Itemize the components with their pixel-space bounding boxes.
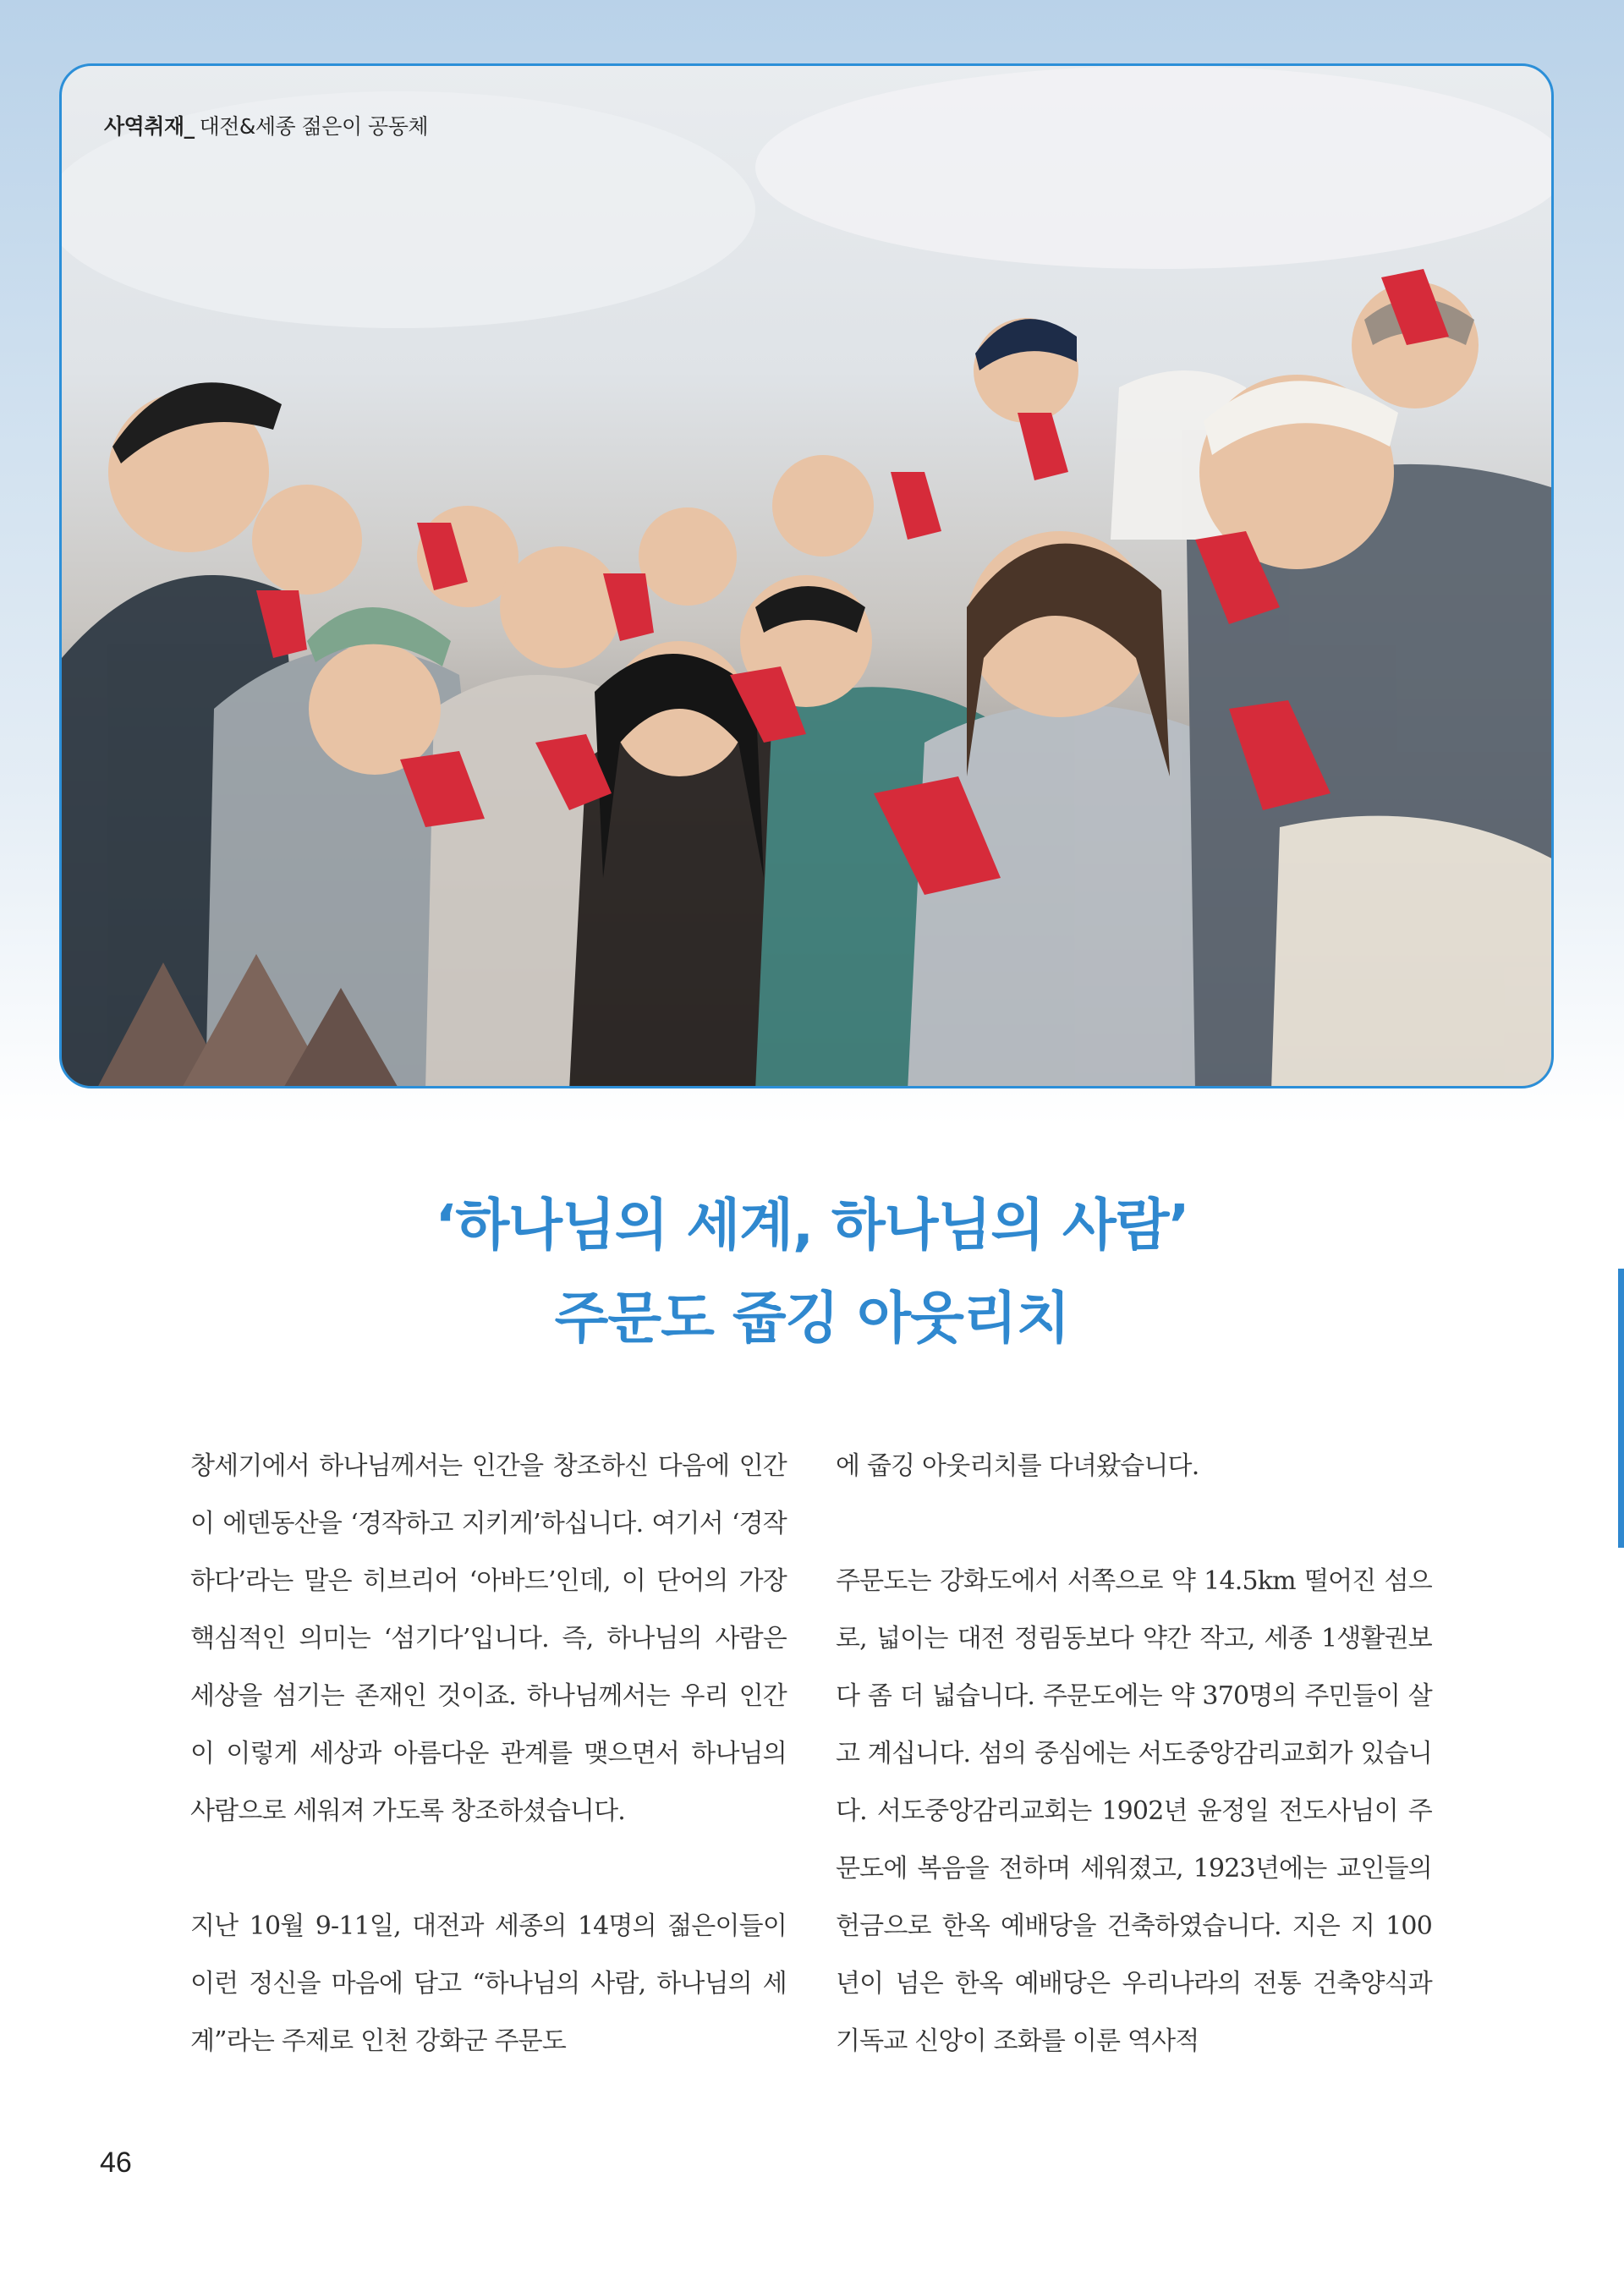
paragraph: 지난 10월 9-11일, 대전과 세종의 14명의 젊은이들이 이런 정신을 마음에 담고 “하나님의 사람, 하나님의 세계”라는 주제로 인천 강화군 주문도 xyxy=(190,1911,787,2056)
group-photo-illustration xyxy=(62,66,1554,1088)
group-photo xyxy=(59,63,1554,1088)
headline-line1: ‘하나님의 세계, 하나님의 사람’ xyxy=(435,1193,1189,1258)
section-tag xyxy=(104,110,428,140)
paragraph: 에 줍깅 아웃리치를 다녀왔습니다. xyxy=(836,1451,1199,1481)
section-label: 사역취재_ xyxy=(104,114,195,139)
edge-accent-bar xyxy=(1618,1269,1624,1548)
paragraph: 창세기에서 하나님께서는 인간을 창조하신 다음에 인간이 에덴동산을 ‘경작하고 지키게’하십니다. 여기서 ‘경작하다’라는 말은 히브리어 ‘아바드’인데, 이 단어의 가장 핵심적인 의미는 ‘섬기다’입니다. 즉, 하나님의 사람은 세상을 섬기는 존재인 것이죠. 하나님께서는 우리 인간이 이렇게 세상과 아름다운 관계를 맺으면서 하나님의 사람으로 세워져 가도록 창조하셨습니다. xyxy=(190,1451,787,1826)
section-subtitle: 대전&세종 젊은이 공동체 xyxy=(199,114,428,139)
body-column-left xyxy=(190,1438,787,2070)
page-number: 46 xyxy=(100,2147,132,2179)
body-column-right xyxy=(836,1438,1432,2070)
headline-line2: 주문도 줍깅 아웃리치 xyxy=(554,1286,1070,1351)
paragraph: 주문도는 강화도에서 서쪽으로 약 14.5km 떨어진 섬으로, 넓이는 대전 정림동보다 약간 작고, 세종 1생활권보다 좀 더 넓습니다. 주문도에는 약 370명의 주민들이 살고 계십니다. 섬의 중심에는 서도중앙감리교회가 있습니다. 서도중앙감리교회는 1902년 윤정일 전도사님이 주문도에 복음을 전하며 세워졌고, 1923년에는 교인들의 헌금으로 한옥 예배당을 건축하였습니다. 지은 지 100년이 넘은 한옥 예배당은 우리나라의 전통 건축양식과 기독교 신앙이 조화를 이룬 역사적 xyxy=(836,1566,1432,2056)
